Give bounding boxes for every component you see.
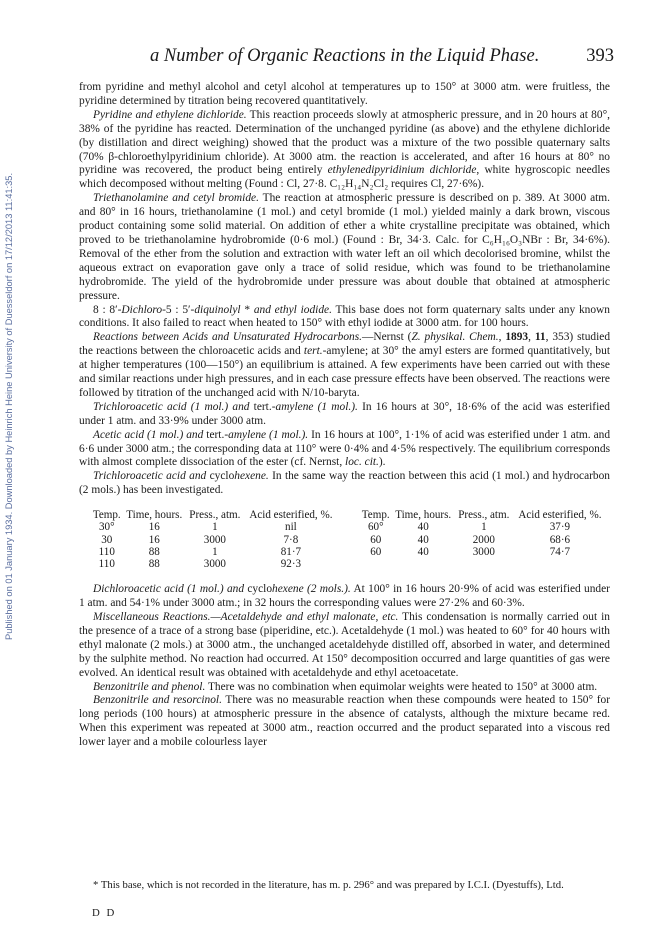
table-cell: 60	[370, 545, 382, 558]
text-run: Miscellaneous Reactions.—Acetaldehyde and ethyl malonate, etc.	[93, 611, 399, 624]
table-row	[91, 558, 607, 570]
text-run: cyclo	[247, 583, 273, 596]
paragraph	[79, 694, 610, 750]
col-time: Time, hours.	[395, 509, 452, 522]
paragraph	[79, 192, 610, 303]
col-time: Time, hours.	[126, 509, 183, 522]
text-run: Dichloro	[121, 303, 163, 316]
text-run: diquinolyl	[194, 303, 241, 316]
results-table	[91, 509, 607, 570]
text-run: Pyridine and ethylene dichloride.	[93, 108, 247, 121]
col-temp: Temp.	[92, 509, 121, 522]
table-header-row	[91, 509, 607, 521]
text-run: Reactions between Acids and Unsaturated Hydrocarbons.	[93, 331, 362, 344]
text-run: Benzonitrile and resorcinol.	[93, 694, 222, 707]
paragraph	[79, 583, 610, 611]
table-cell: 3000	[203, 558, 226, 570]
text-run: ).	[378, 456, 386, 469]
table-cell	[360, 558, 392, 570]
text-run: At 100° in 16 hours 20·9% of acid was esterified under 1 atm. and 54·1% under 3000 atm.; in 32 hours the corresponding values were 27·2% and 60·3%.	[79, 583, 610, 610]
col-acid: Acid esterified, %.	[249, 509, 333, 522]
table-cell: 60°	[367, 521, 384, 534]
paragraph	[79, 470, 610, 498]
table-cell: 88	[148, 558, 160, 570]
text-run: , white hygroscopic needles which decomposed without melting (Found : Cl, 27·8. C₁₂H₁₄N₂Cl₂ requires Cl, 27·6%).	[79, 164, 610, 191]
text-run: 8 : 8′-	[93, 303, 122, 316]
text-run: -amylene (1 mol.).	[224, 428, 309, 441]
signature-mark: D D	[92, 907, 117, 919]
table-cell: 40	[417, 521, 429, 534]
table-cell: 16	[148, 521, 160, 534]
footnote	[79, 879, 610, 892]
table-cell: 60	[370, 533, 382, 546]
table-cell: nil	[285, 521, 297, 534]
paragraph	[79, 681, 610, 695]
col-press: Press., atm.	[189, 509, 241, 522]
text-run: There was no combination when equimolar weights were heated to 150° at 3000 atm.	[205, 680, 598, 693]
text-run: Z. physikal. Chem.	[411, 331, 499, 344]
table-cell: 3000	[472, 545, 495, 558]
table-row	[91, 546, 607, 558]
text-run: and ethyl iodide.	[253, 303, 332, 316]
running-title: a Number of Organic Reactions in the Liquid Phase.	[150, 46, 540, 66]
table-cell: 88	[148, 545, 160, 558]
table-cell: 40	[417, 533, 429, 546]
table-cell	[392, 558, 455, 570]
text-run: Trichloroacetic acid and	[93, 470, 210, 483]
paragraph	[79, 429, 610, 471]
table-cell: 37·9	[549, 521, 571, 534]
paragraph	[79, 81, 610, 109]
col-acid: Acid esterified, %.	[518, 509, 602, 522]
table-cell: 68·6	[549, 533, 571, 546]
paragraph	[79, 401, 610, 429]
text-run: Trichloroacetic acid (1 mol.) and	[93, 400, 254, 413]
text-run: In 16 hours at 30°, 18·6% of the acid was esterified under 1 atm. and 33·9% under 3000 atm.	[79, 400, 610, 427]
text-run: This base does not form quaternary salts under any known conditions. It also failed to react when heated to 150° with ethyl iodide at 3000 atm. for 100 hours.	[79, 303, 610, 330]
text-run: -5 : 5′-	[162, 303, 195, 316]
text-run: 11	[534, 331, 546, 344]
table-cell: 7·8	[283, 533, 299, 546]
text-run: Dichloroacetic acid (1 mol.) and	[93, 583, 248, 596]
article-body	[79, 81, 610, 750]
text-run: -amylene (1 mol.).	[271, 400, 358, 413]
text-run: 1893	[505, 331, 529, 344]
sidebar-text: Published on 01 January 1934. Downloaded by Heinrich Heine University of Duesseldorf on 17/12/2013 11:41:35.	[4, 172, 14, 640]
paragraph	[79, 109, 610, 192]
page-number: 393	[586, 46, 614, 66]
text-run: tert.	[206, 428, 225, 441]
table-row	[91, 521, 607, 533]
text-run: ,	[528, 331, 535, 344]
table-cell: 1	[212, 521, 218, 534]
text-run: loc. cit.	[345, 456, 379, 469]
table-cell: 30	[101, 533, 113, 546]
text-run: *	[240, 303, 254, 316]
text-run: ,	[498, 331, 506, 344]
table-cell: 16	[148, 533, 160, 546]
paragraphs-before-table	[79, 81, 610, 498]
text-run: hexene (2 mols.).	[272, 583, 351, 596]
text-run: In 16 hours at 100°, 1·1% of acid was esterified under 1 atm. and 6·6 under 3000 atm.; the corresponding data at 110° were 0·4% and 4·5% respectively. The equilibrium corresponds with almost complete dissociation of the ester (cf. Nernst,	[79, 428, 611, 469]
paragraph	[79, 611, 610, 681]
text-run: , 353) studied the reactions between the chloroacetic acids and	[79, 331, 611, 358]
text-run: Triethanolamine and cetyl bromide.	[93, 192, 259, 205]
text-run: tert.	[303, 345, 323, 358]
table-cell: 2000	[472, 533, 495, 546]
table-cell: 1	[481, 521, 487, 534]
text-run: This condensation is normally carried out in the presence of a trace of a strong base (piperidine, etc.). Acetaldehyde (1 mol.) was heated to 60° for 40 hours with ethyl malonate (2 mols.) at 3000 atm., the unchanged acetaldehyde distilled off, absorbed in water, and determined by the sulphite method. No reaction had occurred. At 150° decomposition occurred and large quantities of gas were evolved. An identical result was obtained with acetaldehyde and ethyl acetoacetate.	[79, 611, 610, 679]
text-run: —Nernst (	[362, 331, 412, 344]
col-temp: Temp.	[361, 509, 390, 522]
text-run: The reaction at atmospheric pressure is described on p. 389. At 3000 atm. and 80° in 16 hours, triethanolamine (1 mol.) and cetyl bromide (1 mol.) yielded mainly a dark brown, viscous product containing some solid material. On addition of ether a white crystalline precipitate was obtained, which proved to be triethanolamine hydrobromide (0·6 mol.) (Found : Br, 34·3. Calc. for C₆H₁₆O₃NBr : Br, 34·6%). Removal of the ether from the solution and extraction with water left an oil which decolorised bromine, whilst the aqueous extract on evaporation gave only a trace of solid residue, which was found to be triethanolamine hydrobromide. The yield of the hydrobromide under pressure was about double that obtained at atmospheric pressure.	[79, 192, 611, 302]
text-run: hexene.	[234, 470, 269, 483]
table-cell	[513, 558, 607, 570]
footnote-text: * This base, which is not recorded in the literature, has m. p. 296° and was prepared by I.C.I. (Dyestuffs), Ltd.	[93, 879, 564, 891]
sidebar-provenance	[2, 80, 18, 640]
paragraph	[79, 304, 610, 332]
col-press: Press., atm.	[458, 509, 510, 522]
text-run: -amylene; at 30° the amyl esters are formed quantitatively, but at higher temperatures (100—150°) an equilibrium is attained. A few experiments have been carried out with these and similar reactions under high pressures, and in each case pressure effects have been observed. The reactions were followed by titration of the unchanged acid with N/10-baryta.	[79, 345, 610, 399]
table-cell: 74·7	[549, 545, 571, 558]
table-cell: 110	[98, 545, 115, 558]
text-run: ethylenedipyridinium dichloride	[327, 164, 477, 177]
table-cell: 92·3	[280, 558, 302, 570]
text-run: There was no measurable reaction when these compounds were heated to 150° for long periods (100 hours) at atmospheric pressure in the absence of catalysts, although the mixture became red. When this experiment was repeated at 3000 atm., reaction occurred and the product separated into a viscous red lower layer and a mobile colourless layer	[79, 694, 610, 749]
text-run: Benzonitrile and phenol.	[93, 680, 206, 693]
table-cell: 3000	[203, 533, 226, 546]
running-header	[90, 46, 614, 68]
table-cell: 30°	[99, 521, 115, 534]
paragraph	[79, 331, 610, 401]
text-run: from pyridine and methyl alcohol and cetyl alcohol at temperatures up to 150° at 3000 atm. were fruitless, the pyridine determined by titration being recovered quantitatively.	[79, 81, 610, 107]
text-run: This reaction proceeds slowly at atmospheric pressure, and in 20 hours at 80°, 38% of the pyridine has reacted. Determination of the unchanged pyridine (as above) and the ethylene dichloride (by distillation and direct weighing) showed that the product was a mixture of the two possible quaternary salts (70% β-chloroethylpyridinium chloride). At 3000 atm. the reaction is accelerated, and after 16 hours at 80° no pyridine was recovered, the product being entirely	[79, 108, 610, 177]
table-cell: 110	[98, 558, 115, 570]
text-run: tert.	[253, 400, 272, 413]
table-cell: 1	[212, 545, 218, 558]
text-run: cyclo	[209, 470, 235, 483]
table-row	[91, 534, 607, 546]
table-cell	[455, 558, 513, 570]
paragraphs-after-table	[79, 583, 610, 750]
table-cell: 81·7	[280, 545, 302, 558]
text-run: In the same way the reaction between this acid (1 mol.) and hydrocarbon (2 mols.) has been investigated.	[79, 470, 611, 497]
table-cell: 40	[417, 545, 429, 558]
text-run: Acetic acid (1 mol.) and	[93, 428, 207, 441]
